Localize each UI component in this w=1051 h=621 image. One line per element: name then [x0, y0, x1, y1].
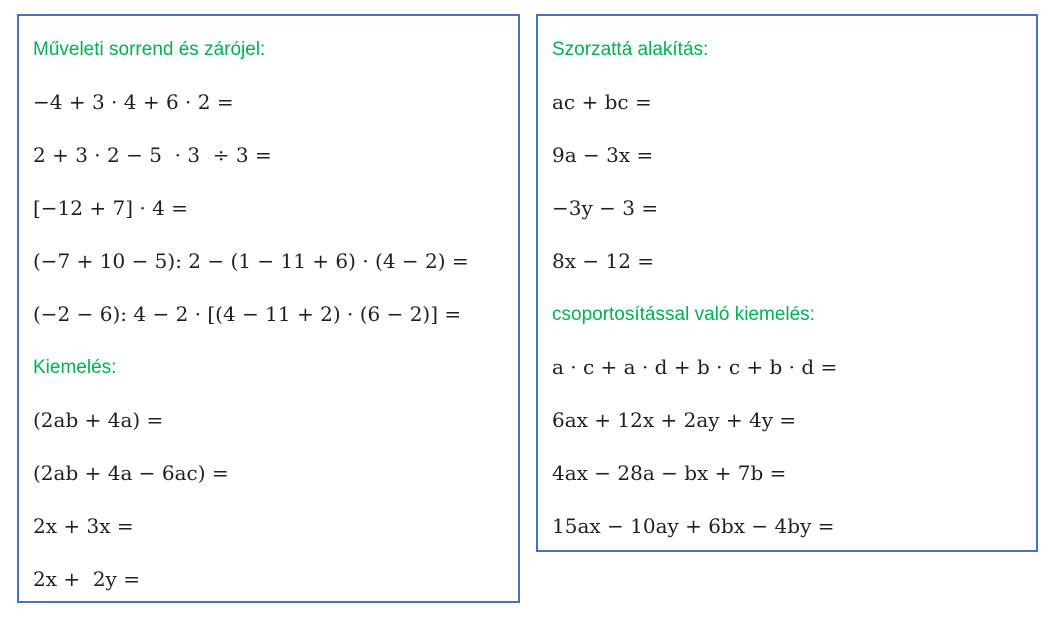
section-heading-order-of-operations: Műveleti sorrend és zárójel:	[33, 39, 266, 60]
equation-line: 2x + 2y =	[33, 567, 140, 591]
equation-line: (2ab + 4a − 6ac) =	[33, 461, 229, 485]
equation-line: (2ab + 4a) =	[33, 408, 164, 432]
left-exercise-box	[17, 14, 520, 603]
right-exercise-box	[536, 14, 1038, 552]
equation-line: −3y − 3 =	[552, 196, 659, 220]
equation-line: ac + bc =	[552, 90, 652, 114]
equation-line: a · c + a · d + b · c + b · d =	[552, 355, 838, 379]
equation-line: 2x + 3x =	[33, 514, 134, 538]
equation-line: −4 + 3 · 4 + 6 · 2 =	[33, 90, 234, 114]
section-heading-convert-to-product: Szorzattá alakítás:	[552, 39, 709, 60]
equation-line: 6ax + 12x + 2ay + 4y =	[552, 408, 797, 432]
equation-line: (−2 − 6): 4 − 2 · [(4 − 11 + 2) · (6 − 2)] =	[33, 302, 462, 326]
equation-line: 8x − 12 =	[552, 249, 655, 273]
section-heading-factoring-by-grouping: csoportosítással való kiemelés:	[552, 304, 815, 325]
equation-line: (−7 + 10 − 5): 2 − (1 − 11 + 6) · (4 − 2) =	[33, 249, 469, 273]
equation-line: 4ax − 28a − bx + 7b =	[552, 461, 787, 485]
section-heading-factoring-out: Kiemelés:	[33, 357, 117, 378]
equation-line: 9a − 3x =	[552, 143, 654, 167]
equation-line: [−12 + 7] · 4 =	[33, 196, 188, 220]
equation-line: 15ax − 10ay + 6bx − 4by =	[552, 514, 835, 538]
equation-line: 2 + 3 · 2 − 5 · 3 ÷ 3 =	[33, 143, 272, 167]
